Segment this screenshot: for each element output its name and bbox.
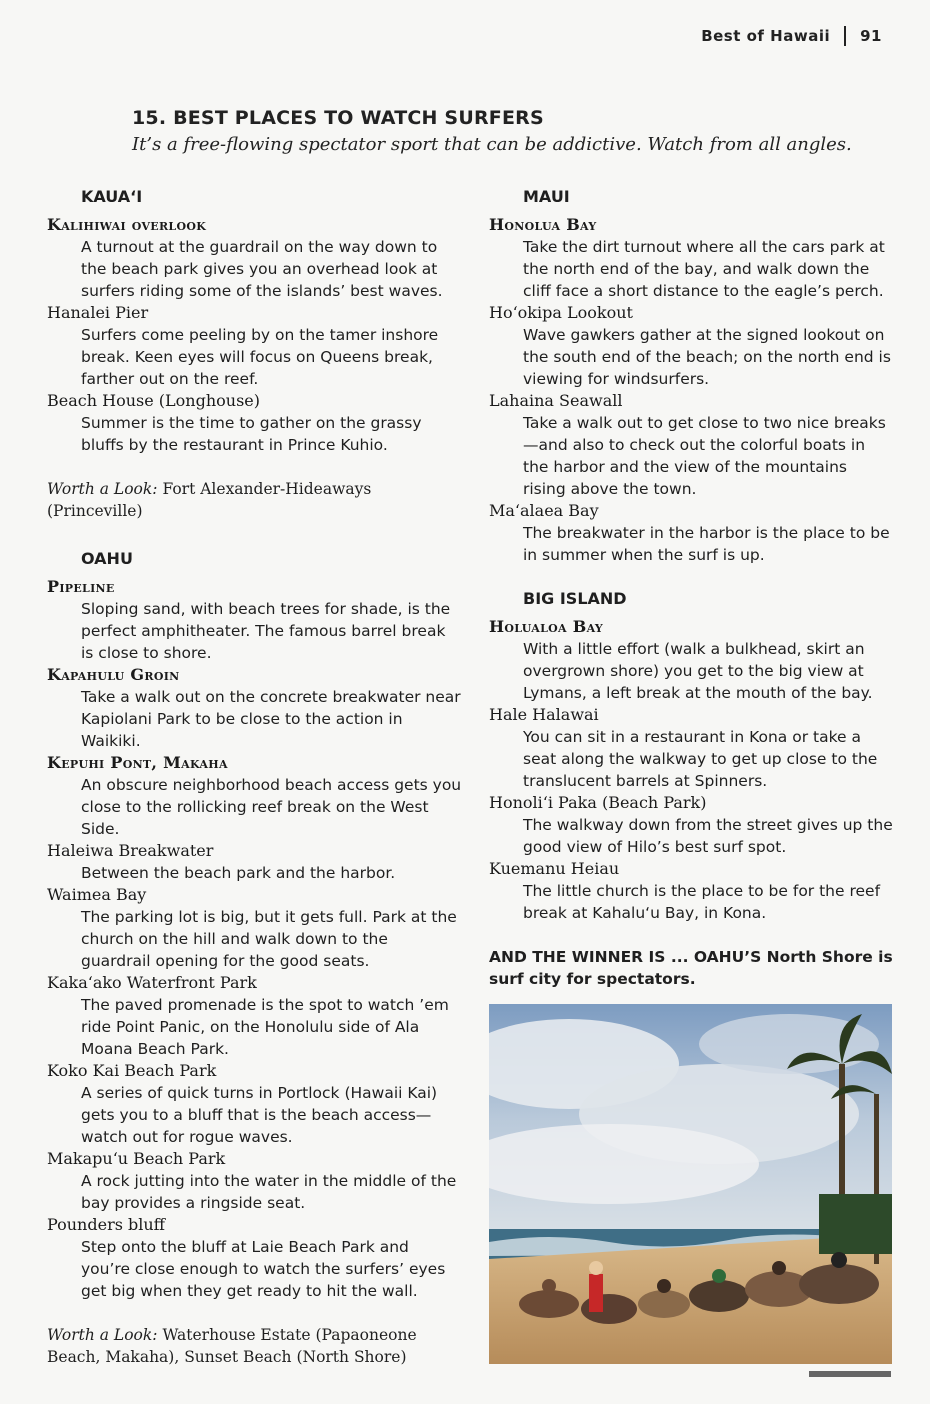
spot-entry [47, 664, 462, 752]
section-subheading: It’s a free-flowing spectator sport that can be addictive. Watch from all angles. [132, 134, 852, 155]
spot-description: With a little effort (walk a bulkhead, skirt an overgrown shore) you get to the big view at Lymans, a left break at the mouth of the bay. [523, 640, 873, 702]
running-head [701, 26, 882, 46]
worth-text: Fort Alexander-Hideaways (Princeville) [47, 480, 372, 520]
right-column [489, 186, 894, 990]
spot-description: Between the beach park and the harbor. [81, 864, 396, 882]
running-head-title: Best of Hawaii [701, 27, 831, 45]
beach-spectators-photo [489, 1004, 892, 1364]
spot-entry [47, 1060, 462, 1148]
worth-a-look-kauai [47, 478, 462, 522]
spot-name: Ho‘okipa Lookout [489, 303, 633, 322]
spot-entry [489, 500, 894, 566]
region-title-big-island: BIG ISLAND [523, 589, 627, 608]
spot-entry [489, 214, 894, 302]
spot-name: Hale Halawai [489, 705, 599, 724]
spot-name: Waimea Bay [47, 885, 147, 904]
spot-entry [47, 302, 462, 390]
spot-entry [489, 616, 894, 704]
spot-name: Kepuhi Pont, Makaha [47, 753, 228, 772]
spot-entry [47, 840, 462, 884]
spot-entry [47, 972, 462, 1060]
spot-description: You can sit in a restaurant in Kona or take a seat along the walkway to get up close to the translucent barrels at Spinners. [523, 728, 878, 790]
page-scrollbar[interactable] [809, 1371, 891, 1377]
worth-label: Worth a Look: [47, 1326, 158, 1344]
winner-callout [489, 946, 894, 990]
spot-entry [489, 858, 894, 924]
spot-description: Take a walk out on the concrete breakwater near Kapiolani Park to be close to the action in Waikiki. [81, 688, 461, 750]
spot-name: Haleiwa Breakwater [47, 841, 214, 860]
spot-description: The paved promenade is the spot to watch ’em ride Point Panic, on the Honolulu side of Ala Moana Beach Park. [81, 996, 449, 1058]
spot-description: Wave gawkers gather at the signed lookout on the south end of the beach; on the north end is viewing for windsurfers. [523, 326, 891, 388]
spot-description: Summer is the time to gather on the grassy bluffs by the restaurant in Prince Kuhio. [81, 414, 422, 454]
spot-entry [47, 390, 462, 456]
spot-name: Kuemanu Heiau [489, 859, 620, 878]
spot-name: Honolua Bay [489, 215, 597, 234]
spot-description: Surfers come peeling by on the tamer inshore break. Keen eyes will focus on Queens break, farther out on the reef. [81, 326, 439, 388]
spot-entry [489, 704, 894, 792]
worth-text: Waterhouse Estate (Papaoneone Beach, Makaha), Sunset Beach (North Shore) [47, 1326, 417, 1366]
spot-description: Take a walk out to get close to two nice breaks—and also to check out the colorful boats in the harbor and the view of the mountains rising above the town. [523, 414, 886, 498]
spot-description: The breakwater in the harbor is the place to be in summer when the surf is up. [523, 524, 890, 564]
spot-name: Kaka‘ako Waterfront Park [47, 973, 257, 992]
spot-description: Sloping sand, with beach trees for shade, is the perfect amphitheater. The famous barrel break is close to shore. [81, 600, 451, 662]
spot-name: Pounders bluff [47, 1215, 166, 1234]
winner-text: North Shore is surf city for spectators. [489, 948, 893, 988]
worth-label: Worth a Look: [47, 480, 158, 498]
worth-a-look-oahu [47, 1324, 462, 1368]
section-heading: 15. BEST PLACES TO WATCH SURFERS [132, 107, 544, 129]
region-title-kauai: KAUA‘I [81, 187, 143, 206]
spot-description: An obscure neighborhood beach access gets you close to the rollicking reef break on the West Side. [81, 776, 462, 838]
spot-description: Step onto the bluff at Laie Beach Park and you’re close enough to watch the surfers’ eyes get big when they get ready to hit the wall. [81, 1238, 446, 1300]
spot-name: Kalihiwai overlook [47, 215, 207, 234]
spot-description: The parking lot is big, but it gets full. Park at the church on the hill and walk down to the guardrail opening for the good seats. [81, 908, 457, 970]
page-number: 91 [860, 27, 882, 45]
spot-entry [47, 214, 462, 302]
spot-name: Holualoa Bay [489, 617, 604, 636]
spot-name: Ma‘alaea Bay [489, 501, 599, 520]
spot-name: Lahaina Seawall [489, 391, 623, 410]
region-title-maui: MAUI [523, 187, 570, 206]
spot-name: Koko Kai Beach Park [47, 1061, 217, 1080]
spot-name: Beach House (Longhouse) [47, 391, 260, 410]
winner-label: AND THE WINNER IS ... OAHU’S [489, 948, 762, 966]
spot-entry [489, 390, 894, 500]
left-column [47, 186, 462, 1368]
spot-name: Hanalei Pier [47, 303, 149, 322]
spot-entry [47, 884, 462, 972]
spot-entry [489, 302, 894, 390]
spot-entry [489, 792, 894, 858]
spot-name: Honoli‘i Paka (Beach Park) [489, 793, 707, 812]
spot-entry [47, 1148, 462, 1214]
spot-description: A turnout at the guardrail on the way down to the beach park gives you an overhead look at surfers riding some of the islands’ best waves. [81, 238, 443, 300]
spot-name: Kapahulu Groin [47, 665, 180, 684]
spot-description: A rock jutting into the water in the middle of the bay provides a ringside seat. [81, 1172, 457, 1212]
spot-description: A series of quick turns in Portlock (Hawaii Kai) gets you to a bluff that is the beach access—watch out for rogue waves. [81, 1084, 438, 1146]
spot-name: Makapu‘u Beach Park [47, 1149, 226, 1168]
spot-description: The little church is the place to be for the reef break at Kahalu‘u Bay, in Kona. [523, 882, 881, 922]
spot-entry [47, 576, 462, 664]
spot-description: The walkway down from the street gives up the good view of Hilo’s best surf spot. [523, 816, 893, 856]
spot-entry [47, 1214, 462, 1302]
spot-description: Take the dirt turnout where all the cars park at the north end of the bay, and walk down the cliff face a short distance to the eagle’s perch. [523, 238, 885, 300]
spot-entry [47, 752, 462, 840]
region-title-oahu: OAHU [81, 549, 133, 568]
spot-name: Pipeline [47, 577, 115, 596]
tent [819, 1194, 892, 1254]
running-head-divider [844, 26, 846, 46]
